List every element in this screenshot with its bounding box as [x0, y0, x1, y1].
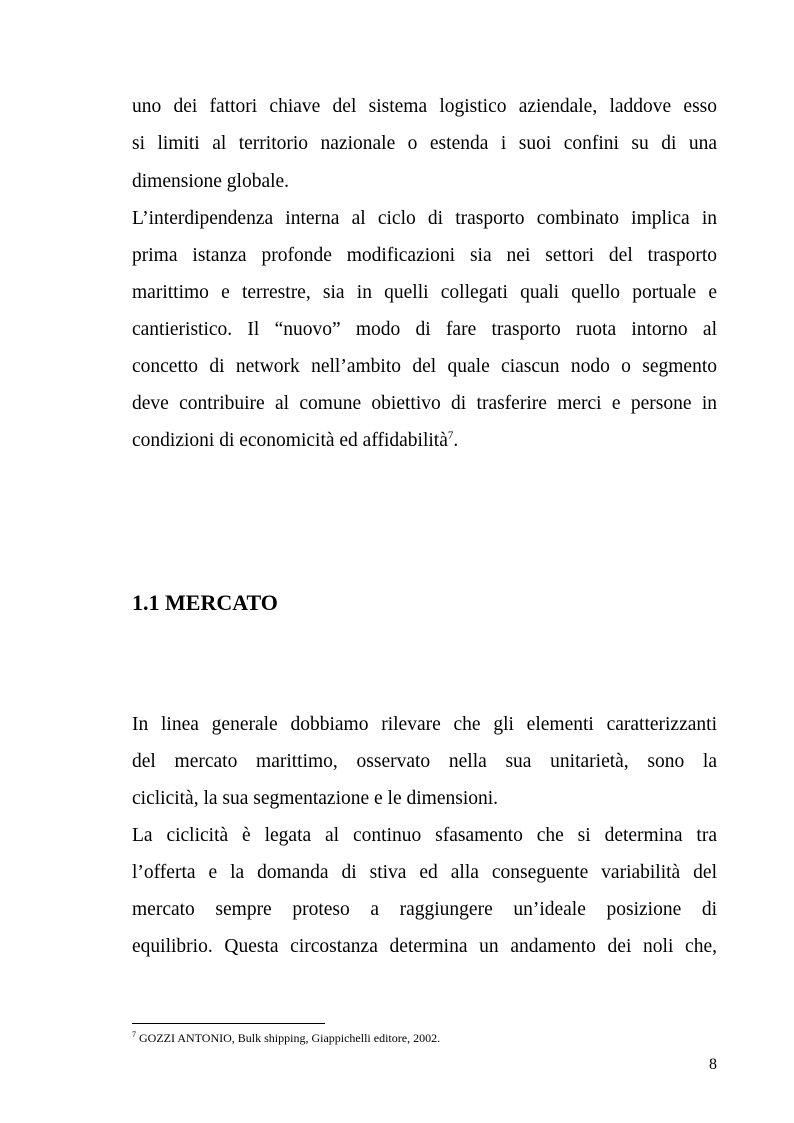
- paragraph-4-line-1: La ciclicità è legata al continuo sfasamento che si determina tra: [132, 825, 717, 846]
- paragraph-2-last-line-end: .: [453, 430, 459, 451]
- paragraph-2-line-4: cantieristico. Il “nuovo” modo di fare trasporto ruota intorno al: [132, 319, 717, 340]
- paragraph-3-line-3: ciclicità, la sua segmentazione e le dimensioni.: [132, 788, 499, 809]
- paragraph-4-line-4: equilibrio. Questa circostanza determina un andamento dei noli che,: [132, 936, 717, 957]
- paragraph-1-line-2: si limiti al territorio nazionale o estenda i suoi confini su di una: [132, 133, 717, 154]
- paragraph-2-line-5: concetto di network nell’ambito del quale ciascun nodo o segmento: [132, 356, 717, 377]
- footnote-number: 7: [132, 1030, 136, 1039]
- paragraph-3-line-1: In linea generale dobbiamo rilevare che gli elementi caratterizzanti: [132, 714, 717, 735]
- paragraph-3-line-2: del mercato marittimo, osservato nella sua unitarietà, sono la: [132, 751, 717, 772]
- paragraph-2-line-2: prima istanza profonde modificazioni sia nei settori del trasporto: [132, 245, 717, 266]
- footnote-reference: 7: [447, 429, 454, 442]
- paragraph-2-last-line-text: condizioni di economicità ed affidabilità: [132, 430, 448, 451]
- paragraph-1-line-1: uno dei fattori chiave del sistema logistico aziendale, laddove esso: [132, 96, 717, 117]
- paragraph-1-line-3: dimensione globale.: [132, 171, 290, 192]
- paragraph-2-line-1: L’interdipendenza interna al ciclo di trasporto combinato implica in: [132, 208, 717, 229]
- footnote-separator: [132, 1023, 325, 1024]
- paragraph-2-line-7: [132, 429, 717, 453]
- page-number: 8: [709, 1056, 717, 1073]
- paragraph-4-line-2: l’offerta e la domanda di stiva ed alla conseguente variabilità del: [132, 862, 717, 883]
- section-heading: 1.1 MERCATO: [132, 590, 278, 615]
- footnote: [132, 1031, 440, 1045]
- footnote-text: GOZZI ANTONIO, Bulk shipping, Giappichelli editore, 2002.: [136, 1031, 441, 1045]
- paragraph-2-line-6: deve contribuire al comune obiettivo di trasferire merci e persone in: [132, 393, 717, 414]
- paragraph-4-line-3: mercato sempre proteso a raggiungere un’ideale posizione di: [132, 899, 717, 920]
- paragraph-2-line-3: marittimo e terrestre, sia in quelli collegati quali quello portuale e: [132, 282, 717, 303]
